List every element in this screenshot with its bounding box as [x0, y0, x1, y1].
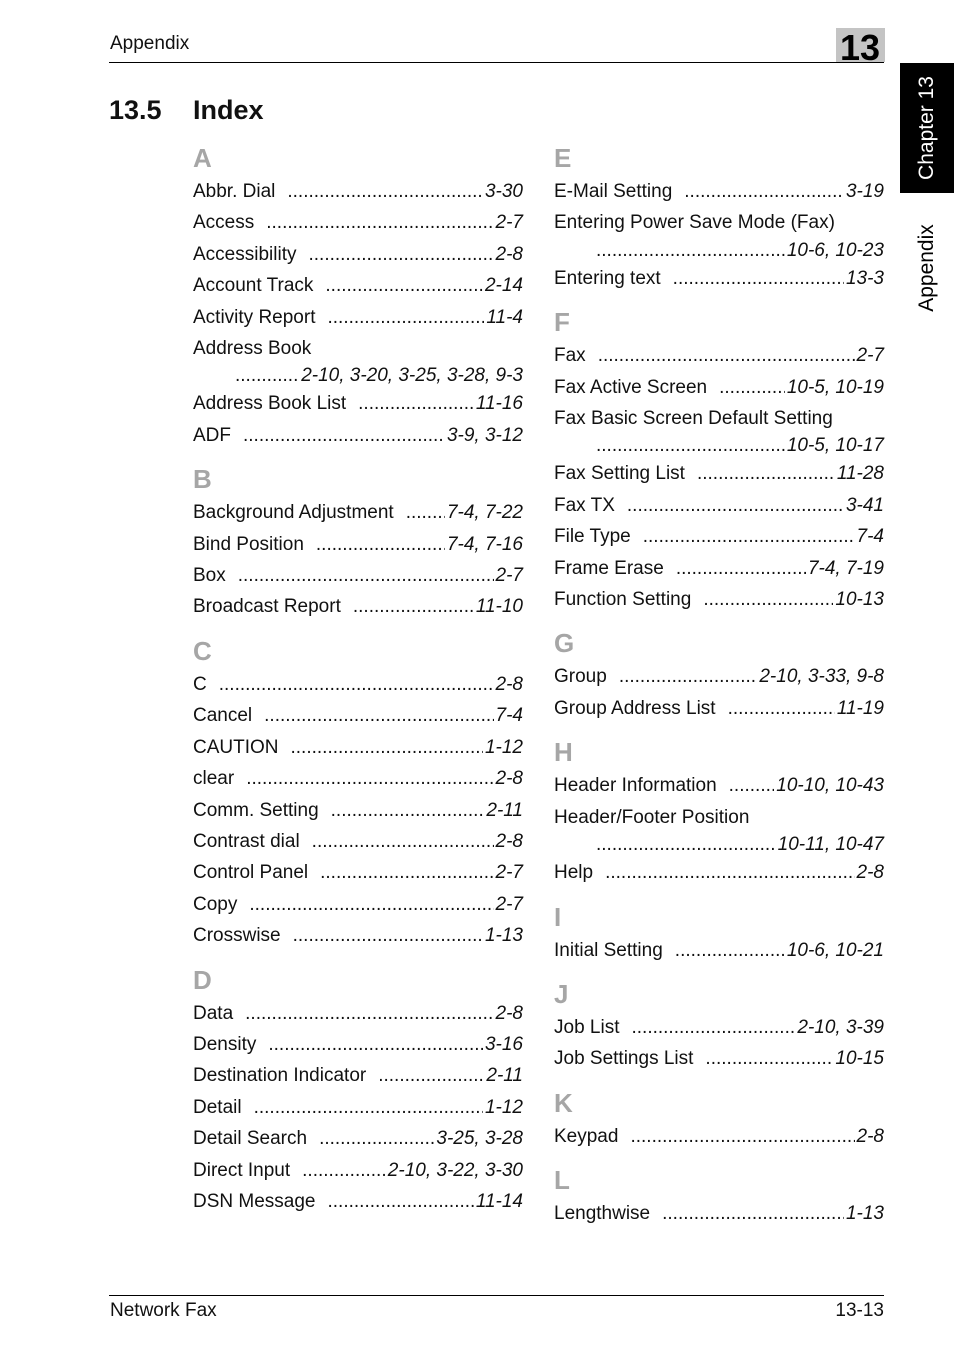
index-entry-row — [193, 669, 523, 700]
index-entry — [193, 1060, 523, 1091]
index-entry-continuation — [554, 833, 884, 857]
index-pages: 2-7 — [495, 862, 523, 884]
dot-leader — [302, 1155, 386, 1186]
index-entry-row — [554, 458, 884, 489]
index-entry — [193, 998, 523, 1029]
index-term: Fax Basic Screen Default Setting — [554, 408, 833, 430]
index-pages: 2-7 — [495, 893, 523, 915]
index-pages: 3-9, 3-12 — [446, 424, 523, 446]
index-entry-row — [193, 388, 523, 419]
index-pages: 10-10, 10-43 — [776, 775, 884, 797]
dot-leader — [675, 935, 785, 966]
index-entry-row — [193, 239, 523, 270]
index-entry — [193, 529, 523, 560]
dot-leader — [596, 239, 785, 263]
index-term: Density — [193, 1033, 257, 1055]
index-pages: 10-6, 10-21 — [786, 939, 884, 961]
index-entry-row — [554, 553, 884, 584]
index-entry-continuation — [554, 239, 884, 263]
footer-title: Network Fax — [110, 1300, 217, 1321]
dot-leader — [246, 763, 493, 794]
dot-leader — [358, 388, 474, 419]
index-entry — [193, 857, 523, 888]
index-letter: E — [554, 143, 572, 173]
index-pages: 10-5, 10-19 — [786, 376, 884, 398]
index-term: Address Book List — [193, 393, 347, 415]
dot-leader — [249, 889, 493, 920]
index-entry-row — [554, 340, 884, 371]
index-term: clear — [193, 768, 235, 790]
dot-leader — [378, 1060, 484, 1091]
index-entry — [554, 1043, 884, 1074]
index-entry-row — [193, 1092, 523, 1123]
index-pages: 11-19 — [836, 697, 884, 719]
index-entry-row — [193, 591, 523, 622]
dot-leader — [264, 700, 493, 731]
index-term: Destination Indicator — [193, 1065, 367, 1087]
dot-leader — [619, 661, 758, 692]
dot-leader — [243, 420, 445, 451]
index-pages: 2-7 — [856, 345, 884, 367]
index-entry-row — [554, 372, 884, 403]
index-pages: 2-8 — [495, 243, 523, 265]
index-entry — [193, 388, 523, 419]
index-pages: 2-8 — [856, 1125, 884, 1147]
index-term: Help — [554, 862, 594, 884]
index-term: Fax Setting List — [554, 463, 685, 485]
index-letter: B — [193, 464, 212, 495]
index-pages: 3-25, 3-28 — [436, 1128, 523, 1150]
index-term: Entering text — [554, 267, 661, 289]
index-entry-continuation — [193, 364, 523, 388]
index-entry-row — [193, 1029, 523, 1060]
index-term: Detail Search — [193, 1128, 308, 1150]
index-term: Broadcast Report — [193, 596, 341, 618]
dot-leader — [293, 920, 483, 951]
index-pages: 2-11 — [486, 1065, 523, 1087]
index-entry — [193, 560, 523, 591]
index-entry — [554, 490, 884, 521]
index-pages: 3-41 — [845, 494, 884, 516]
index-pages: 1-12 — [484, 736, 523, 758]
index-pages: 2-11 — [486, 799, 523, 821]
dot-leader — [266, 207, 493, 238]
index-pages: 2-8 — [856, 862, 884, 884]
index-letter: L — [554, 1165, 570, 1196]
index-entry — [193, 497, 523, 528]
index-letter: H — [554, 737, 573, 768]
dot-leader — [596, 833, 776, 857]
index-term: Data — [193, 1002, 234, 1024]
index-pages: 13-3 — [845, 267, 884, 289]
dot-leader — [630, 1121, 854, 1152]
footer-page-number: 13-13 — [835, 1300, 884, 1321]
dot-leader — [705, 1043, 833, 1074]
dot-leader — [729, 770, 775, 801]
index-group — [193, 142, 523, 451]
index-entry — [554, 935, 884, 966]
index-pages: 7-4, 7-16 — [446, 533, 523, 555]
index-entry — [554, 584, 884, 615]
dot-leader — [631, 1012, 795, 1043]
dot-leader — [291, 732, 483, 763]
index-term: Fax TX — [554, 494, 615, 516]
index-term: Comm. Setting — [193, 799, 319, 821]
index-entry-row — [554, 935, 884, 966]
section-title: Index — [193, 95, 264, 125]
dot-leader — [325, 270, 483, 301]
index-term: Direct Input — [193, 1159, 291, 1181]
index-column-right — [554, 142, 884, 1242]
index-entry-row — [193, 763, 523, 794]
index-term: Keypad — [554, 1125, 619, 1147]
index-pages: 11-16 — [475, 393, 523, 415]
dot-leader — [312, 826, 494, 857]
index-entry-row — [554, 1012, 884, 1043]
index-pages: 10-11, 10-47 — [777, 834, 884, 856]
index-entry — [193, 1186, 523, 1217]
dot-leader — [703, 584, 833, 615]
dot-leader — [308, 239, 493, 270]
index-entry — [554, 403, 884, 458]
index-term: Fax Active Screen — [554, 376, 708, 398]
index-term: Control Panel — [193, 862, 309, 884]
section-number: 13.5 — [109, 95, 162, 125]
index-entry — [193, 669, 523, 700]
index-letter: I — [554, 901, 562, 932]
index-term: C — [193, 673, 207, 695]
index-entry — [554, 770, 884, 801]
dot-leader — [643, 521, 855, 552]
index-term: Contrast dial — [193, 830, 300, 852]
index-pages: 1-12 — [484, 1096, 523, 1118]
index-term: Accessibility — [193, 243, 297, 265]
index-term: Abbr. Dial — [193, 181, 276, 202]
dot-leader — [235, 364, 299, 388]
dot-leader — [254, 1092, 483, 1123]
index-pages: 2-8 — [495, 673, 523, 695]
index-entry — [554, 458, 884, 489]
index-pages: 1-13 — [484, 925, 523, 947]
index-entry — [554, 372, 884, 403]
index-entry-row — [193, 207, 523, 238]
index-entry — [554, 207, 884, 262]
index-entry — [193, 333, 523, 388]
index-entry — [193, 302, 523, 333]
index-letter: D — [193, 964, 212, 995]
dot-leader — [684, 176, 844, 207]
dot-leader — [406, 497, 445, 528]
appendix-tab — [900, 205, 954, 330]
index-entry-row — [193, 700, 523, 731]
index-entry — [193, 270, 523, 301]
chapter-tab-label: Chapter 13 — [915, 76, 938, 180]
index-entry-row — [193, 826, 523, 857]
index-entry-row — [554, 1198, 884, 1229]
index-pages: 7-4, 7-22 — [446, 502, 523, 524]
index-pages: 11-10 — [475, 596, 523, 618]
index-entry-row — [193, 560, 523, 591]
index-pages: 11-14 — [475, 1190, 523, 1212]
index-pages: 10-6, 10-23 — [786, 239, 884, 261]
index-entry-row — [554, 490, 884, 521]
index-term: Address Book — [193, 338, 312, 360]
index-group — [554, 1164, 884, 1229]
index-pages: 11-28 — [836, 463, 884, 485]
index-pages: 2-14 — [484, 275, 523, 297]
index-entry-row — [554, 661, 884, 692]
appendix-tab-label: Appendix — [915, 223, 938, 312]
index-term: Background Adjustment — [193, 502, 394, 524]
index-term: Header/Footer Position — [554, 806, 750, 828]
index-entry — [193, 1155, 523, 1186]
chapter-number: 13 — [839, 27, 881, 68]
index-pages: 2-10, 3-33, 9-8 — [759, 666, 884, 688]
index-entry-row — [193, 420, 523, 451]
index-entry — [193, 176, 523, 207]
index-entry — [193, 1029, 523, 1060]
dot-leader — [598, 340, 855, 371]
index-term: Entering Power Save Mode (Fax) — [554, 212, 835, 234]
index-term: Lengthwise — [554, 1203, 651, 1225]
index-entry-row — [193, 176, 523, 207]
index-entry — [554, 1012, 884, 1043]
index-entry — [554, 661, 884, 692]
index-entry-row — [193, 529, 523, 560]
index-entry-row — [193, 302, 523, 333]
chapter-tab — [900, 63, 954, 193]
index-term: E-Mail Setting — [554, 181, 673, 202]
index-pages: 2-10, 3-39 — [797, 1016, 884, 1038]
index-entry — [554, 1121, 884, 1152]
index-group — [554, 978, 884, 1075]
index-entry — [554, 693, 884, 724]
index-pages: 10-5, 10-17 — [786, 435, 884, 457]
index-entry-row — [554, 176, 884, 207]
index-entry-row — [193, 1123, 523, 1154]
index-pages: 3-30 — [484, 181, 523, 202]
index-pages: 2-10, 3-20, 3-25, 3-28, 9-3 — [301, 365, 523, 387]
dot-leader — [697, 458, 835, 489]
index-pages: 2-8 — [495, 1002, 523, 1024]
dot-leader — [327, 302, 484, 333]
index-group — [193, 635, 523, 952]
index-entry — [554, 1198, 884, 1229]
index-entry — [193, 889, 523, 920]
index-letter: J — [554, 978, 569, 1009]
index-term: Bind Position — [193, 533, 304, 555]
index-pages: 2-8 — [495, 830, 523, 852]
index-entry-row — [193, 732, 523, 763]
index-entry — [193, 795, 523, 826]
index-group — [554, 1087, 884, 1152]
dot-leader — [219, 669, 494, 700]
dot-leader — [268, 1029, 483, 1060]
index-pages: 10-15 — [835, 1048, 884, 1070]
index-term: Access — [193, 212, 255, 234]
index-entry-row — [554, 770, 884, 801]
index-term: Group — [554, 666, 607, 688]
dot-leader — [328, 1186, 474, 1217]
index-entry-row — [193, 857, 523, 888]
index-letter: C — [193, 635, 212, 666]
index-entry — [554, 263, 884, 294]
index-letter: F — [554, 307, 570, 338]
index-entry-row — [193, 1155, 523, 1186]
index-entry-row — [554, 857, 884, 888]
index-entry — [193, 207, 523, 238]
index-term: Copy — [193, 893, 238, 915]
dot-leader — [353, 591, 474, 622]
index-entry — [193, 239, 523, 270]
index-group — [193, 964, 523, 1218]
index-entry-row — [554, 263, 884, 294]
index-term: File Type — [554, 526, 631, 548]
index-term: Job Settings List — [554, 1048, 694, 1070]
index-entry — [554, 340, 884, 371]
dot-leader — [287, 176, 483, 207]
index-term: ADF — [193, 424, 231, 446]
dot-leader — [605, 857, 854, 888]
index-group — [554, 306, 884, 615]
index-term: CAUTION — [193, 736, 279, 758]
dot-leader — [245, 998, 493, 1029]
index-column-left — [193, 142, 523, 1229]
index-entry — [193, 732, 523, 763]
index-entry — [554, 857, 884, 888]
index-group — [554, 901, 884, 966]
index-entry — [554, 521, 884, 552]
dot-leader — [662, 1198, 844, 1229]
dot-leader — [316, 529, 445, 560]
index-pages: 2-8 — [495, 768, 523, 790]
index-entry — [193, 920, 523, 951]
dot-leader — [238, 560, 494, 591]
index-entry — [193, 1092, 523, 1123]
index-pages: 7-4 — [495, 705, 523, 727]
index-letter: K — [554, 1087, 573, 1118]
index-term: Frame Erase — [554, 557, 664, 579]
index-entry-row — [193, 795, 523, 826]
index-pages: 7-4 — [856, 526, 884, 548]
index-group — [554, 142, 884, 294]
index-term: Header Information — [554, 775, 717, 797]
dot-leader — [319, 1123, 434, 1154]
index-pages: 2-10, 3-22, 3-30 — [387, 1159, 523, 1181]
header-rule — [109, 62, 884, 63]
index-letter: A — [193, 143, 212, 173]
index-entry-row — [554, 693, 884, 724]
index-entry — [193, 826, 523, 857]
index-entry-row — [554, 1121, 884, 1152]
index-entry-row — [193, 889, 523, 920]
index-entry — [193, 591, 523, 622]
index-entry — [554, 553, 884, 584]
index-entry-continuation — [554, 434, 884, 458]
index-term: Box — [193, 565, 226, 587]
index-entry — [193, 700, 523, 731]
dot-leader — [320, 857, 493, 888]
dot-leader — [331, 795, 485, 826]
index-group — [554, 736, 884, 888]
index-entry-row — [193, 998, 523, 1029]
index-entry-row — [193, 1186, 523, 1217]
index-term: Fax — [554, 345, 586, 367]
index-entry — [554, 176, 884, 207]
dot-leader — [676, 553, 806, 584]
index-pages: 3-19 — [845, 181, 884, 202]
index-term: Detail — [193, 1096, 242, 1118]
index-entry-row — [193, 497, 523, 528]
index-term: Group Address List — [554, 697, 716, 719]
index-entry — [193, 1123, 523, 1154]
index-pages: 1-13 — [845, 1203, 884, 1225]
index-term: Initial Setting — [554, 939, 663, 961]
index-entry-row — [193, 1060, 523, 1091]
index-pages: 2-7 — [495, 565, 523, 587]
dot-leader — [719, 372, 785, 403]
index-term: Cancel — [193, 705, 253, 727]
index-pages: 2-7 — [495, 212, 523, 234]
index-term: Activity Report — [193, 306, 316, 328]
index-group — [554, 627, 884, 724]
index-entry — [193, 420, 523, 451]
index-entry-row — [193, 920, 523, 951]
dot-leader — [627, 490, 844, 521]
index-pages: 7-4, 7-19 — [807, 557, 884, 579]
dot-leader — [728, 693, 835, 724]
index-pages: 3-16 — [484, 1033, 523, 1055]
index-term: Function Setting — [554, 589, 692, 611]
dot-leader — [673, 263, 844, 294]
index-entry-row — [554, 521, 884, 552]
index-entry — [554, 802, 884, 857]
index-pages: 11-4 — [486, 306, 523, 328]
index-term: Crosswise — [193, 925, 281, 947]
dot-leader — [596, 434, 785, 458]
index-group — [193, 463, 523, 623]
index-entry-row — [554, 584, 884, 615]
index-entry — [193, 763, 523, 794]
index-term: Account Track — [193, 275, 314, 297]
index-letter: G — [554, 628, 575, 659]
index-entry-row — [193, 270, 523, 301]
footer-rule — [109, 1295, 884, 1296]
index-term: DSN Message — [193, 1190, 316, 1212]
running-header: Appendix — [110, 33, 190, 54]
index-term: Job List — [554, 1016, 620, 1038]
index-entry-row — [554, 1043, 884, 1074]
index-pages: 10-13 — [835, 589, 884, 611]
